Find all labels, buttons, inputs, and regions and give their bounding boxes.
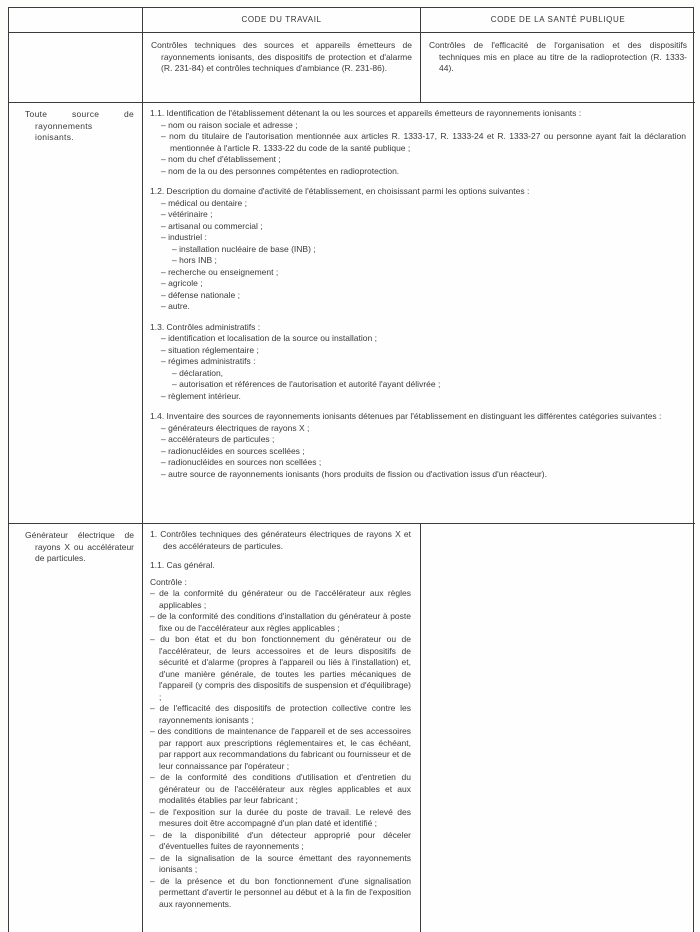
paragraph-controles-techniques: Contrôles techniques des sources et appareils émetteurs de rayonnements ionisants, des dispositifs de protection et d'alarme (R. 231-84) et contrôles techniques d'ambiance (R. 231-86). <box>151 40 412 73</box>
section-title: 1.2. Description du domaine d'activité de l'établissement, en choisissant parmi les options suivantes : <box>150 186 530 196</box>
section-item-list <box>150 333 686 402</box>
list-item: – agricole ; <box>150 278 686 290</box>
column-header-code-sante-publique: CODE DE LA SANTÉ PUBLIQUE <box>421 8 695 33</box>
section-title: 1.1. Identification de l'établissement détenant la ou les sources et appareils émetteurs de rayonnements ionisants : <box>150 108 582 118</box>
row1-sante-cell <box>421 33 695 103</box>
row1-label-cell-empty <box>9 33 143 103</box>
header-empty-cell <box>9 8 143 33</box>
row2-label-cell <box>9 103 143 524</box>
list-item: – nom de la ou des personnes compétentes en radioprotection. <box>150 166 686 178</box>
list-item: – de l'efficacité des dispositifs de protection collective contre les rayonnements ionisants ; <box>150 703 411 726</box>
list-item: – nom du chef d'établissement ; <box>150 154 686 166</box>
paragraph-controle-intro: Contrôle : <box>150 576 187 587</box>
row-label-toute-source: Toute source de rayonnements ionisants. <box>25 109 134 142</box>
list-item: – radionucléides en sources scellées ; <box>150 446 686 458</box>
row2-content-cell <box>143 103 695 524</box>
section-item-list <box>150 198 686 313</box>
section-1-3 <box>150 322 686 403</box>
section-title: 1.3. Contrôles administratifs : <box>150 321 261 332</box>
list-item: – de la signalisation de la source émettant des rayonnements ionisants ; <box>150 853 411 876</box>
list-item: – de la disponibilité d'un détecteur approprié pour déceler d'éventuelles fuites de rayonnements ; <box>150 830 411 853</box>
section-item-list <box>150 423 686 481</box>
list-subitem: – autorisation et références de l'autorisation et autorité l'ayant délivrée ; <box>150 379 686 391</box>
list-item: – recherche ou enseignement ; <box>150 267 686 279</box>
list-item: – autre. <box>150 301 686 313</box>
controle-item-list <box>150 588 411 910</box>
section-title: 1.4. Inventaire des sources de rayonnements ionisants détenues par l'établissement en distinguant les différentes catégories suivantes : <box>150 411 662 421</box>
row3-label-cell <box>9 524 143 932</box>
list-item: – du bon état et du bon fonctionnement du générateur ou de l'accélérateur, de leurs accessoires et de leurs dispositifs de sécurité et d'alarme (propres à l'appareil ou liés à l'installation) et, d'une manière générale, de toutes les parties mécaniques de l'appareil (y compris des dispositifs de suspension et d'équilibrage) ; <box>150 634 411 703</box>
paragraph-controles-efficacite: Contrôles de l'efficacité de l'organisation et des dispositifs techniques mis en place au titre de la radioprotection (R. 1333-44). <box>429 40 687 73</box>
list-item: – artisanal ou commercial ; <box>150 221 686 233</box>
list-subitem: – hors INB ; <box>150 255 686 267</box>
section-1-4 <box>150 411 686 480</box>
list-item: – industriel : <box>150 232 686 244</box>
list-item: – des conditions de maintenance de l'appareil et de ses accessoires par rapport aux prescriptions réglementaires et, le cas échéant, par rapport aux recommandations du fabricant ou fournisseur et de leur connaissance par l'opérateur ; <box>150 726 411 772</box>
row-label-generateur: Générateur électrique de rayons X ou accélérateur de particules. <box>25 530 134 563</box>
list-item: – radionucléides en sources non scellées ; <box>150 457 686 469</box>
list-item: – de la conformité des conditions d'installation du générateur à poste fixe ou de l'accélérateur aux règles applicables ; <box>150 611 411 634</box>
section-1-1 <box>150 108 686 177</box>
list-item: – de la conformité des conditions d'utilisation et d'entretien du générateur ou de l'accélérateur aux règles applicables et aux modalités établies par leur fabricant ; <box>150 772 411 807</box>
paragraph-controles-generateurs: 1. Contrôles techniques des générateurs électriques de rayons X et des accélérateurs de particules. <box>150 529 411 551</box>
list-item: – vétérinaire ; <box>150 209 686 221</box>
list-item: – règlement intérieur. <box>150 391 686 403</box>
row3-travail-cell <box>143 524 421 932</box>
list-subitem: – déclaration, <box>150 368 686 380</box>
list-item: – autre source de rayonnements ionisants (hors produits de fission ou d'activation issus d'un réacteur). <box>150 469 686 481</box>
list-item: – de la présence et du bon fonctionnement d'une signalisation permettant d'avertir le personnel au début et à la fin de l'exposition aux rayonnements. <box>150 876 411 911</box>
list-item: – accélérateurs de particules ; <box>150 434 686 446</box>
list-item: – régimes administratifs : <box>150 356 686 368</box>
list-item: – de la conformité du générateur ou de l'accélérateur aux règles applicables ; <box>150 588 411 611</box>
row1-travail-cell <box>143 33 421 103</box>
comparison-table <box>8 7 694 932</box>
row3-sante-cell-empty <box>421 524 695 932</box>
list-subitem: – installation nucléaire de base (INB) ; <box>150 244 686 256</box>
section-1-2 <box>150 186 686 313</box>
list-item: – médical ou dentaire ; <box>150 198 686 210</box>
list-item: – de l'exposition sur la durée du poste de travail. Le relevé des mesures doit être accompagné d'un plan daté et identifié ; <box>150 807 411 830</box>
list-item: – nom du titulaire de l'autorisation mentionnée aux articles R. 1333-17, R. 1333-24 et R. 1333-27 ou personne ayant fait la déclaration mentionnée à l'article R. 1333-22 du code de la santé publique ; <box>150 131 686 154</box>
column-header-code-du-travail: CODE DU TRAVAIL <box>143 8 421 33</box>
section-item-list <box>150 120 686 178</box>
list-item: – identification et localisation de la source ou installation ; <box>150 333 686 345</box>
list-item: – situation réglementaire ; <box>150 345 686 357</box>
paragraph-cas-general: 1.1. Cas général. <box>150 560 215 570</box>
list-item: – générateurs électriques de rayons X ; <box>150 423 686 435</box>
list-item: – défense nationale ; <box>150 290 686 302</box>
list-item: – nom ou raison sociale et adresse ; <box>150 120 686 132</box>
